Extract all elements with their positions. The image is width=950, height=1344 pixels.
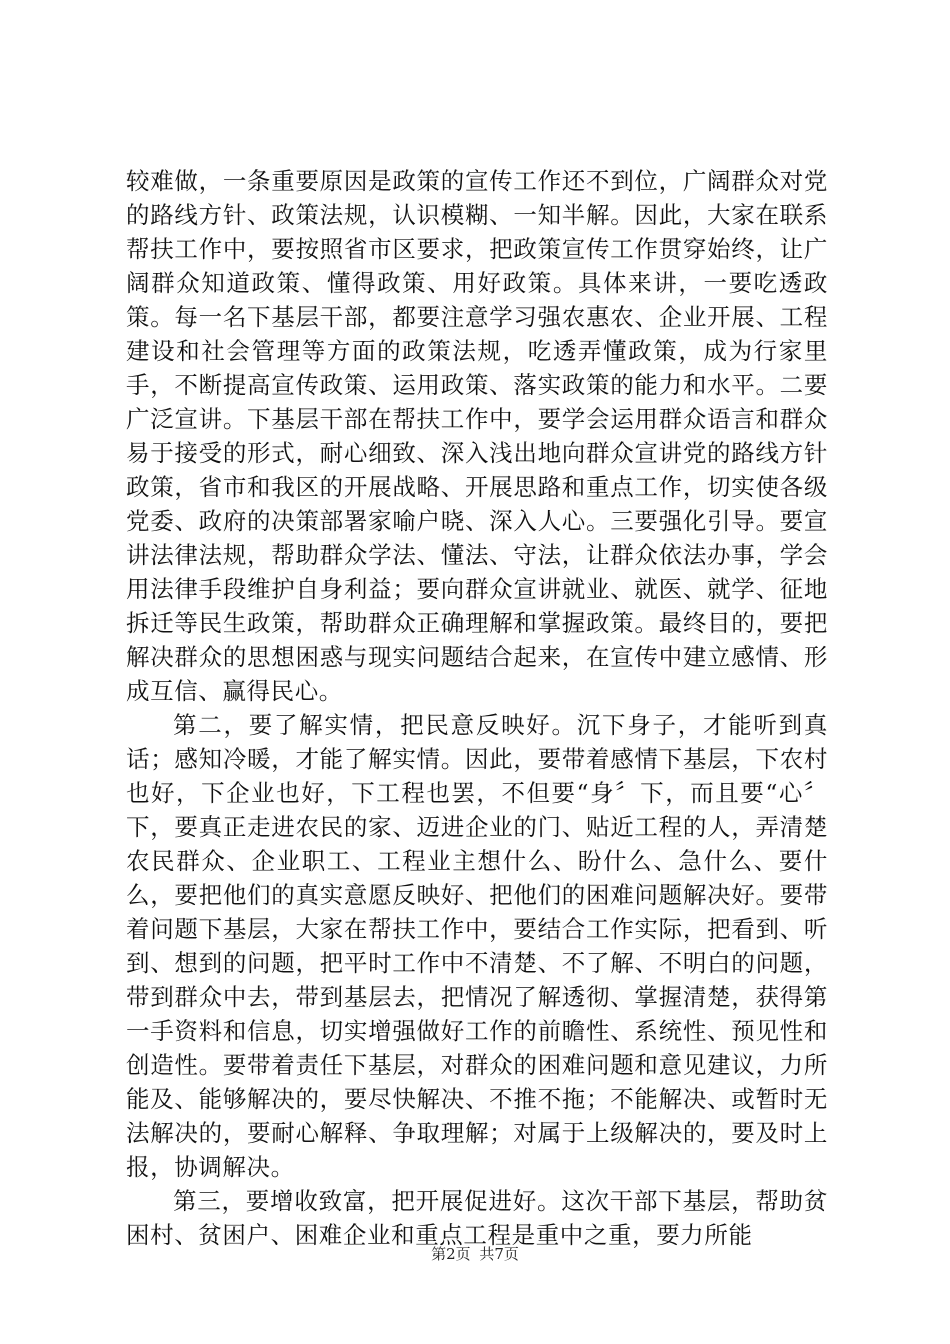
- page-footer: [0, 1244, 950, 1264]
- paragraph-1: 较难做，一条重要原因是政策的宣传工作还不到位，广阔群众对党的路线方针、政策法规，认识模糊、一知半解。因此，大家在联系帮扶工作中，要按照省市区要求，把政策宣传工作贯穿始终，让广阔群众知道政策、懂得政策、用好政策。具体来讲，一要吃透政策。每一名下基层干部，都要注意学习强农惠农、企业开展、工程建设和社会管理等方面的政策法规，吃透弄懂政策，成为行家里手，不断提高宣传政策、运用政策、落实政策的能力和水平。二要广泛宣讲。下基层干部在帮扶工作中，要学会运用群众语言和群众易于接受的形式，耐心细致、深入浅出地向群众宣讲党的路线方针政策，省市和我区的开展战略、开展思路和重点工作，切实使各级党委、政府的决策部署家喻户晓、深入人心。三要强化引导。要宣讲法律法规，帮助群众学法、懂法、守法，让群众依法办事，学会用法律手段维护自身利益；要向群众宣讲就业、就医、就学、征地拆迁等民生政策，帮助群众正确理解和掌握政策。最终目的，要把解决群众的思想困惑与现实问题结合起来，在宣传中建立感情、形成互信、赢得民心。: [126, 167, 828, 705]
- paragraph-2: 第二，要了解实情，把民意反映好。沉下身子，才能听到真话；感知冷暖，才能了解实情。因此，要带着感情下基层，下农村也好，下企业也好，下工程也罢，不但要“身〞下，而且要“心〞下，要真正走进农民的家、迈进企业的门、贴近工程的人，弄清楚农民群众、企业职工、工程业主想什么、盼什么、急什么、要什么，要把他们的真实意愿反映好、把他们的困难问题解决好。要带着问题下基层，大家在帮扶工作中，要结合工作实际，把看到、听到、想到的问题，把平时工作中不清楚、不了解、不明白的问题，带到群众中去，带到基层去，把情况了解透彻、掌握清楚，获得第一手资料和信息，切实增强做好工作的前瞻性、系统性、预见性和创造性。要带着责任下基层，对群众的困难问题和意见建议，力所能及、能够解决的，要尽快解决、不推不拖；不能解决、或暂时无法解决的，要耐心解释、争取理解；对属于上级解决的，要及时上报，协调解决。: [126, 711, 828, 1181]
- document-body: [126, 164, 828, 1252]
- page-number: 第2页: [431, 1245, 471, 1263]
- paragraph-3: 第三，要增收致富，把开展促进好。这次干部下基层，帮助贫困村、贫困户、困难企业和重点工程是重中之重，要力所能: [126, 1187, 828, 1249]
- page-total: 共7页: [479, 1245, 519, 1263]
